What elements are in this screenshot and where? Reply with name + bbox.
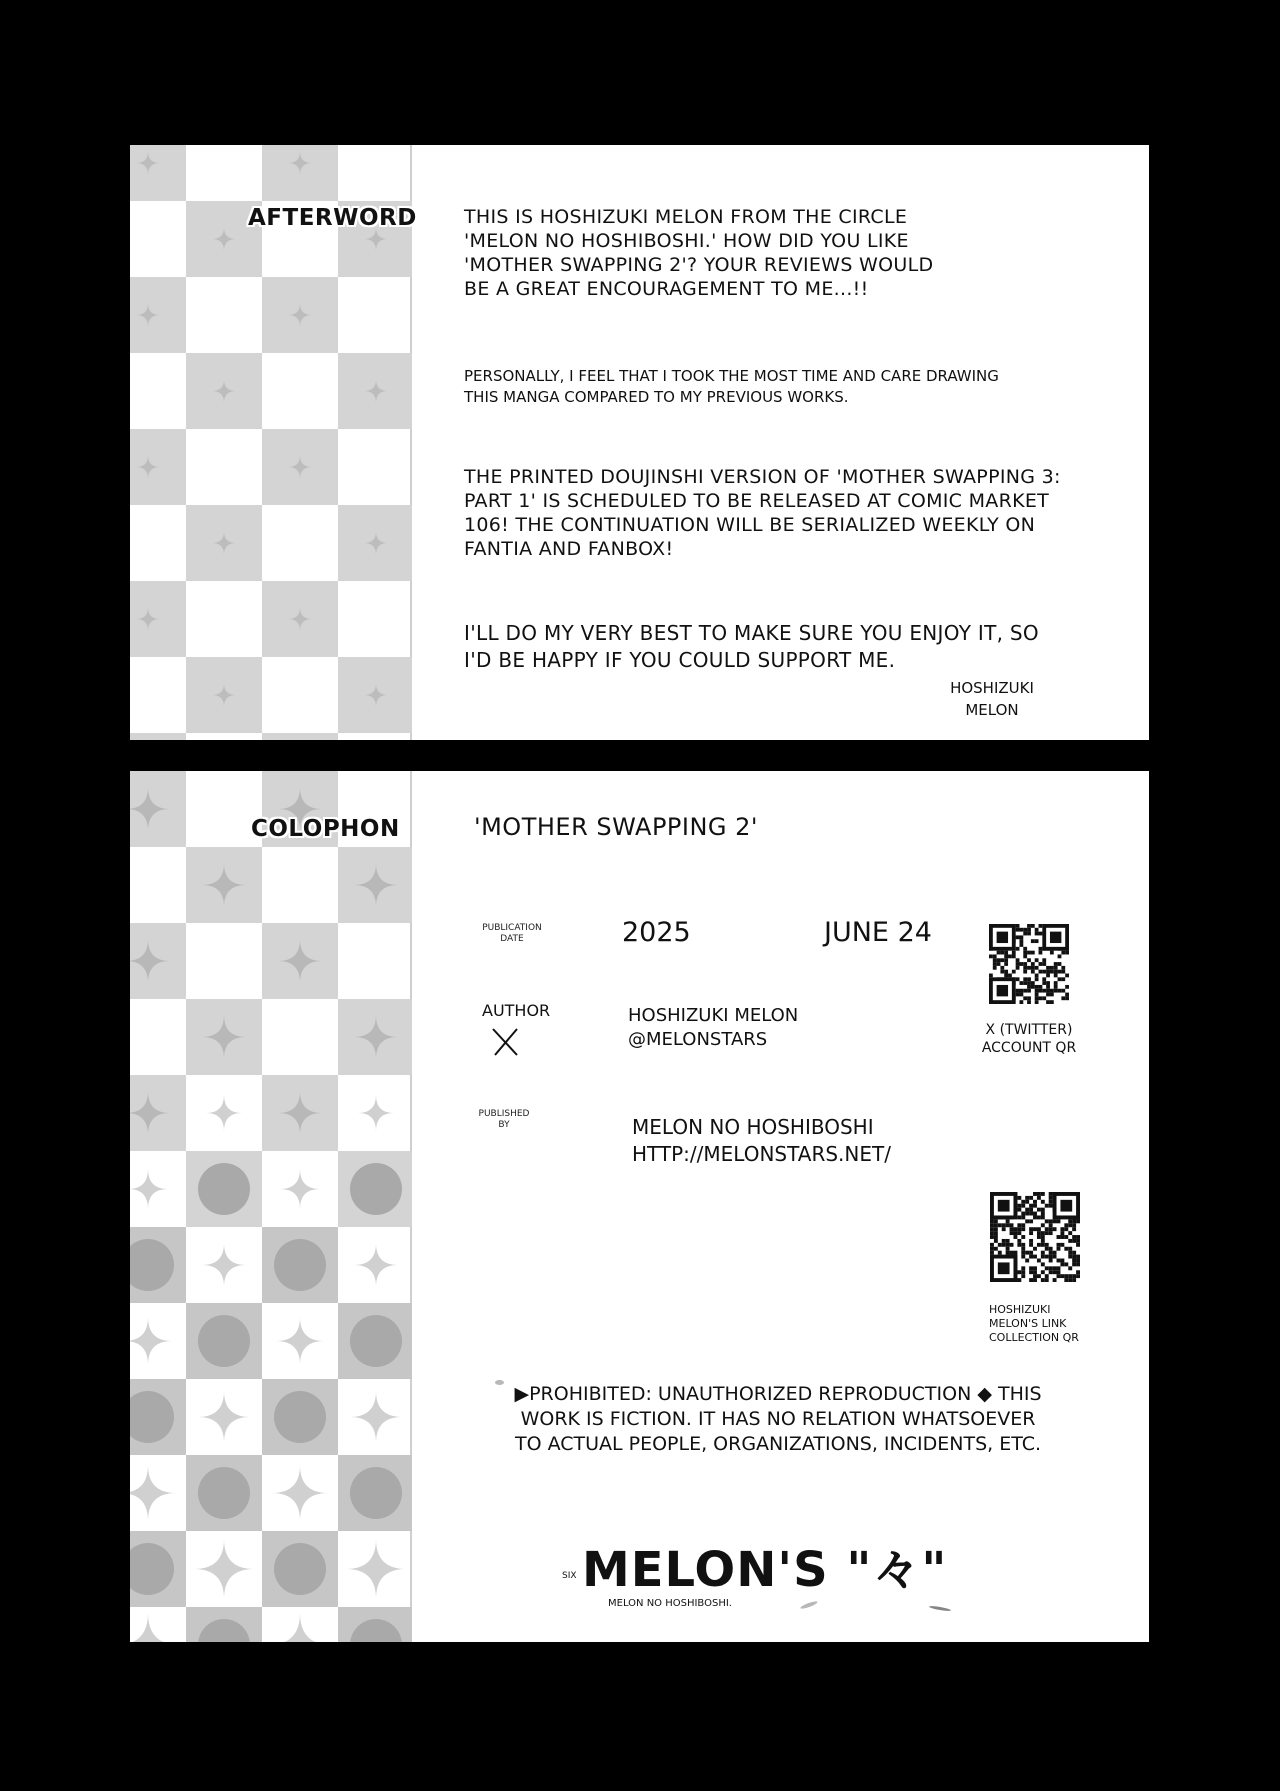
publisher-url[interactable]: HTTP://MELONSTARS.NET/ — [632, 1142, 891, 1166]
twitter-qr-caption — [974, 1021, 1084, 1057]
notice-line-2: WORK IS FICTION. IT HAS NO RELATION WHATSOEVER — [520, 1408, 1036, 1430]
published-label-line-1: PUBLISHED — [478, 1109, 530, 1119]
afterword-signature — [942, 677, 1042, 721]
qr2-caption-line-3: COLLECTION QR — [989, 1331, 1079, 1344]
cross-mark-icon — [490, 1026, 520, 1058]
publisher-info — [632, 1114, 891, 1168]
afterword-panel — [130, 145, 1149, 740]
author-handle: @MELONSTARS — [628, 1029, 768, 1050]
twitter-qr-code[interactable] — [989, 924, 1069, 1004]
publisher-name: MELON NO HOSHIBOSHI — [632, 1115, 874, 1139]
colophon-content — [412, 771, 1149, 1642]
qr-code-icon — [990, 1192, 1082, 1282]
legal-notice — [498, 1382, 1058, 1457]
published-label-line-2: BY — [498, 1120, 510, 1130]
publication-label-line-2: DATE — [500, 934, 524, 944]
afterword-paragraph-4: I'LL DO MY VERY BEST TO MAKE SURE YOU ENJOY IT, SO I'D BE HAPPY IF YOU COULD SUPPORT ME. — [464, 621, 1039, 672]
logo-prefix: SIX — [562, 1571, 577, 1581]
author-label: AUTHOR — [482, 1001, 551, 1020]
checker-pattern — [130, 145, 412, 740]
colophon-panel — [130, 771, 1149, 1642]
notice-line-1: ▶PROHIBITED: UNAUTHORIZED REPRODUCTION ◆ THIS — [514, 1383, 1042, 1405]
colophon-heading: COLOPHON — [251, 816, 400, 842]
signature-line-1: HOSHIZUKI — [950, 679, 1034, 697]
publication-year: 2025 — [622, 917, 691, 948]
signature-line-2: MELON — [965, 701, 1019, 719]
circle-logo: MELON'S "々" — [582, 1542, 948, 1598]
qr2-caption-line-1: HOSHIZUKI — [989, 1303, 1051, 1316]
book-title: 'MOTHER SWAPPING 2' — [474, 813, 759, 841]
qr-code-icon — [989, 924, 1069, 1004]
qr1-caption-line-2: ACCOUNT QR — [981, 1040, 1077, 1056]
link-collection-qr-caption — [989, 1303, 1079, 1345]
publication-label-line-1: PUBLICATION — [482, 923, 542, 933]
publication-date: JUNE 24 — [824, 917, 932, 948]
afterword-content — [412, 145, 1149, 740]
afterword-paragraph-3: THE PRINTED DOUJINSHI VERSION OF 'MOTHER SWAPPING 3: PART 1' IS SCHEDULED TO BE RELEASED AT COMIC MARKET 106! THE CONTINUATION WILL BE SERIALIZED WEEKLY ON FANTIA AND FANBOX! — [464, 466, 1061, 560]
qr1-caption-line-1: X (TWITTER) — [985, 1022, 1073, 1038]
afterword-paragraph-1: THIS IS HOSHIZUKI MELON FROM THE CIRCLE 'MELON NO HOSHIBOSHI.' HOW DID YOU LIKE 'MOTHER SWAPPING 2'? YOUR REVIEWS WOULD BE A GREAT ENCOURAGEMENT TO ME...!! — [464, 206, 934, 300]
author-name: HOSHIZUKI MELON — [628, 1005, 799, 1026]
notice-line-3: TO ACTUAL PEOPLE, ORGANIZATIONS, INCIDENTS, ETC. — [514, 1433, 1042, 1455]
checker-pattern-strip — [130, 145, 412, 740]
ink-smudge — [800, 1600, 818, 1610]
author-info — [628, 1004, 798, 1052]
ink-smudge — [929, 1605, 951, 1612]
pattern-strip — [130, 771, 412, 1642]
link-collection-qr-code[interactable] — [990, 1192, 1082, 1282]
diamond-dot-pattern — [130, 771, 412, 1642]
qr2-caption-line-2: MELON'S LINK — [989, 1317, 1067, 1330]
publication-date-label — [472, 923, 552, 945]
afterword-paragraph-2: PERSONALLY, I FEEL THAT I TOOK THE MOST TIME AND CARE DRAWING THIS MANGA COMPARED TO MY PREVIOUS WORKS. — [464, 367, 999, 406]
published-by-label — [472, 1109, 536, 1131]
logo-subtitle: MELON NO HOSHIBOSHI. — [608, 1598, 732, 1609]
afterword-heading: AFTERWORD — [248, 205, 417, 231]
